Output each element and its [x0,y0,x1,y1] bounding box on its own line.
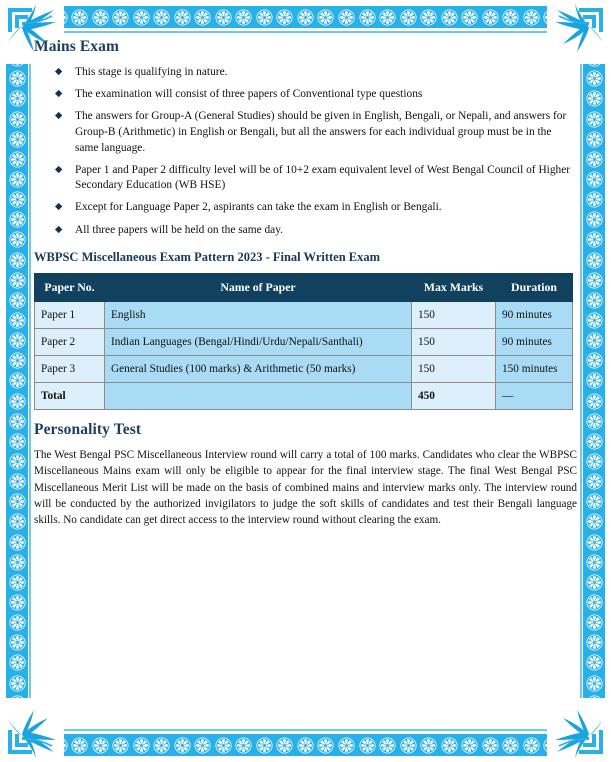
rosette-icon [112,737,129,754]
rosette-icon [400,9,417,26]
inner-rule-top [30,31,581,33]
rosette-icon [9,231,26,248]
rosette-icon [379,9,396,26]
rosette-icon [586,332,603,349]
rosette-icon [9,312,26,329]
list-item-text: All three papers will be held on the same day. [75,223,284,236]
list-item [55,163,577,194]
cell-paper-no: Paper 3 [35,356,105,383]
cell-name-of-paper: General Studies (100 marks) & Arithmetic (50 marks) [105,356,412,383]
table-row [35,329,573,356]
rosette-icon [276,9,293,26]
diamond-bullet-icon: ◆ [55,202,63,213]
cell-paper-no: Paper 2 [35,329,105,356]
rosette-icon [9,171,26,188]
rosette-icon [9,372,26,389]
inner-rule-left [29,31,31,731]
mains-exam-heading: Mains Exam [34,38,119,55]
rosette-icon [9,513,26,530]
rosette-icon [9,654,26,671]
corner-ornament-icon [2,698,64,760]
table-row [35,356,573,383]
inner-rule-right [580,31,582,731]
cell-max-marks: 150 [412,302,496,329]
rosette-icon [586,111,603,128]
inner-rule-bottom [30,729,581,731]
rosette-icon [586,513,603,530]
rosette-icon [359,737,376,754]
rosette-icon [441,737,458,754]
rosette-icon [586,292,603,309]
column-header-paper-no: Paper No. [35,274,105,302]
cell-duration: 90 minutes [496,302,573,329]
list-item [55,109,577,156]
rosette-icon [379,737,396,754]
rosette-icon [586,393,603,410]
rosette-icon [586,554,603,571]
rosette-icon [586,473,603,490]
border-strip-right [583,30,605,732]
rosette-icon [256,9,273,26]
list-item [55,65,577,81]
rosette-icon [9,111,26,128]
list-item-text: The answers for Group-A (General Studies) should be given in English, Bengali, or Nepali, and answers for Group-B (Arithmetic) in English or Bengali, but all the answers for each individual group must be in the same language. [75,110,567,154]
list-item-text: The examination will consist of three papers of Conventional type questions [75,88,423,101]
rosette-icon [9,594,26,611]
rosette-icon [420,9,437,26]
diamond-bullet-icon: ◆ [55,67,63,77]
diamond-bullet-icon: ◆ [55,89,63,100]
rosette-icon [9,131,26,148]
rosette-icon [586,372,603,389]
rosette-icon [9,252,26,269]
diamond-bullet-icon: ◆ [55,224,63,235]
rosette-icon [9,272,26,289]
rosette-icon [586,534,603,551]
rosette-icon [112,9,129,26]
rosette-icon [502,737,519,754]
rosette-col-right [583,30,605,732]
rosette-icon [235,737,252,754]
table-row [35,302,573,329]
cell-duration: 90 minutes [496,329,573,356]
rosette-icon [153,737,170,754]
rosette-icon [586,252,603,269]
cell-total-duration: — [496,383,573,410]
rosette-icon [9,90,26,107]
rosette-icon [9,332,26,349]
rosette-icon [9,675,26,692]
rosette-icon [400,737,417,754]
exam-pattern-table-title: WBPSC Miscellaneous Exam Pattern 2023 - Final Written Exam [34,250,381,265]
border-strip-left [6,30,28,732]
rosette-icon [523,737,540,754]
rosette-icon [586,654,603,671]
list-item-text: Except for Language Paper 2, aspirants can take the exam in English or Bengali. [75,201,442,214]
rosette-icon [194,737,211,754]
rosette-icon [338,9,355,26]
personality-test-paragraph: The West Bengal PSC Miscellaneous Interview round will carry a total of 100 marks. Candidates who clear the WBPSC Miscellaneous Mains exam will only be eligible to appear for the final interview stage. The final West Bengal PSC Miscellaneous Merit List will be made on the basis of combined mains and interview marks only. The interview round will be conducted by the authorized invigilators to judge the soft skills of candidates and test their Bengali language skills. No candidate can get direct access to the interview round without clearing the exam. [34,449,577,527]
rosette-icon [586,191,603,208]
rosette-icon [9,433,26,450]
rosette-icon [153,9,170,26]
corner-ornament-icon [547,698,609,760]
rosette-icon [215,9,232,26]
rosette-icon [9,453,26,470]
rosette-icon [256,737,273,754]
rosette-icon [461,737,478,754]
list-item [55,87,577,103]
rosette-icon [71,9,88,26]
cell-total-max-marks: 450 [412,383,496,410]
rosette-icon [586,574,603,591]
rosette-icon [92,737,109,754]
rosette-icon [71,737,88,754]
rosette-icon [9,211,26,228]
corner-ornament-bottom-left [2,698,64,760]
column-header-max-marks: Max Marks [412,274,496,302]
rosette-icon [586,312,603,329]
rosette-icon [586,131,603,148]
table-header-row [35,274,573,302]
list-item [55,223,577,239]
rosette-icon [194,9,211,26]
rosette-icon [586,151,603,168]
rosette-icon [338,737,355,754]
rosette-icon [420,737,437,754]
rosette-icon [441,9,458,26]
list-item [55,200,577,216]
rosette-icon [174,737,191,754]
rosette-icon [586,413,603,430]
rosette-icon [586,675,603,692]
rosette-icon [9,413,26,430]
rosette-icon [586,433,603,450]
rosette-row-bottom [30,734,581,756]
cell-duration: 150 minutes [496,356,573,383]
rosette-icon [586,352,603,369]
rosette-icon [9,151,26,168]
rosette-row-top [30,6,581,28]
cell-total-label: Total [35,383,105,410]
diamond-bullet-icon: ◆ [55,164,63,175]
rosette-icon [482,737,499,754]
rosette-col-left [6,30,28,732]
exam-pattern-table [34,273,573,410]
rosette-icon [586,272,603,289]
rosette-icon [92,9,109,26]
rosette-icon [586,171,603,188]
table-head [35,274,573,302]
rosette-icon [174,9,191,26]
table-row-total [35,383,573,410]
rosette-icon [9,574,26,591]
cell-total-name [105,383,412,410]
rosette-icon [586,70,603,87]
rosette-icon [9,191,26,208]
rosette-icon [586,453,603,470]
corner-ornament-bottom-right [547,698,609,760]
rosette-icon [586,634,603,651]
rosette-icon [482,9,499,26]
list-item-text: Paper 1 and Paper 2 difficulty level will be of 10+2 exam equivalent level of West Bengal Council of Higher Secondary Education (WB HSE) [75,163,571,192]
rosette-icon [502,9,519,26]
rosette-icon [9,393,26,410]
rosette-icon [317,9,334,26]
rosette-icon [297,737,314,754]
rosette-icon [9,292,26,309]
column-header-duration: Duration [496,274,573,302]
rosette-icon [9,554,26,571]
border-strip-top [30,6,581,28]
list-item-text: This stage is qualifying in nature. [75,66,228,78]
rosette-icon [461,9,478,26]
rosette-icon [276,737,293,754]
cell-name-of-paper: Indian Languages (Bengal/Hindi/Urdu/Nepali/Santhali) [105,329,412,356]
cell-max-marks: 150 [412,329,496,356]
rosette-icon [9,473,26,490]
rosette-icon [586,614,603,631]
document-content [34,38,577,688]
border-strip-bottom [30,734,581,756]
rosette-icon [133,9,150,26]
rosette-icon [317,737,334,754]
rosette-icon [297,9,314,26]
rosette-icon [586,231,603,248]
rosette-icon [9,634,26,651]
rosette-icon [586,594,603,611]
rosette-icon [9,493,26,510]
rosette-icon [9,614,26,631]
rosette-icon [359,9,376,26]
rosette-icon [9,352,26,369]
rosette-icon [133,737,150,754]
rosette-icon [523,9,540,26]
rosette-icon [9,534,26,551]
cell-paper-no: Paper 1 [35,302,105,329]
rosette-icon [235,9,252,26]
rosette-icon [586,211,603,228]
rosette-icon [586,493,603,510]
rosette-icon [586,90,603,107]
cell-max-marks: 150 [412,356,496,383]
column-header-name-of-paper: Name of Paper [105,274,412,302]
personality-test-heading: Personality Test [34,421,142,439]
cell-name-of-paper: English [105,302,412,329]
rosette-icon [9,70,26,87]
rosette-icon [215,737,232,754]
table-body [35,302,573,410]
diamond-bullet-icon: ◆ [55,111,63,122]
mains-exam-bullet-list [34,65,577,238]
